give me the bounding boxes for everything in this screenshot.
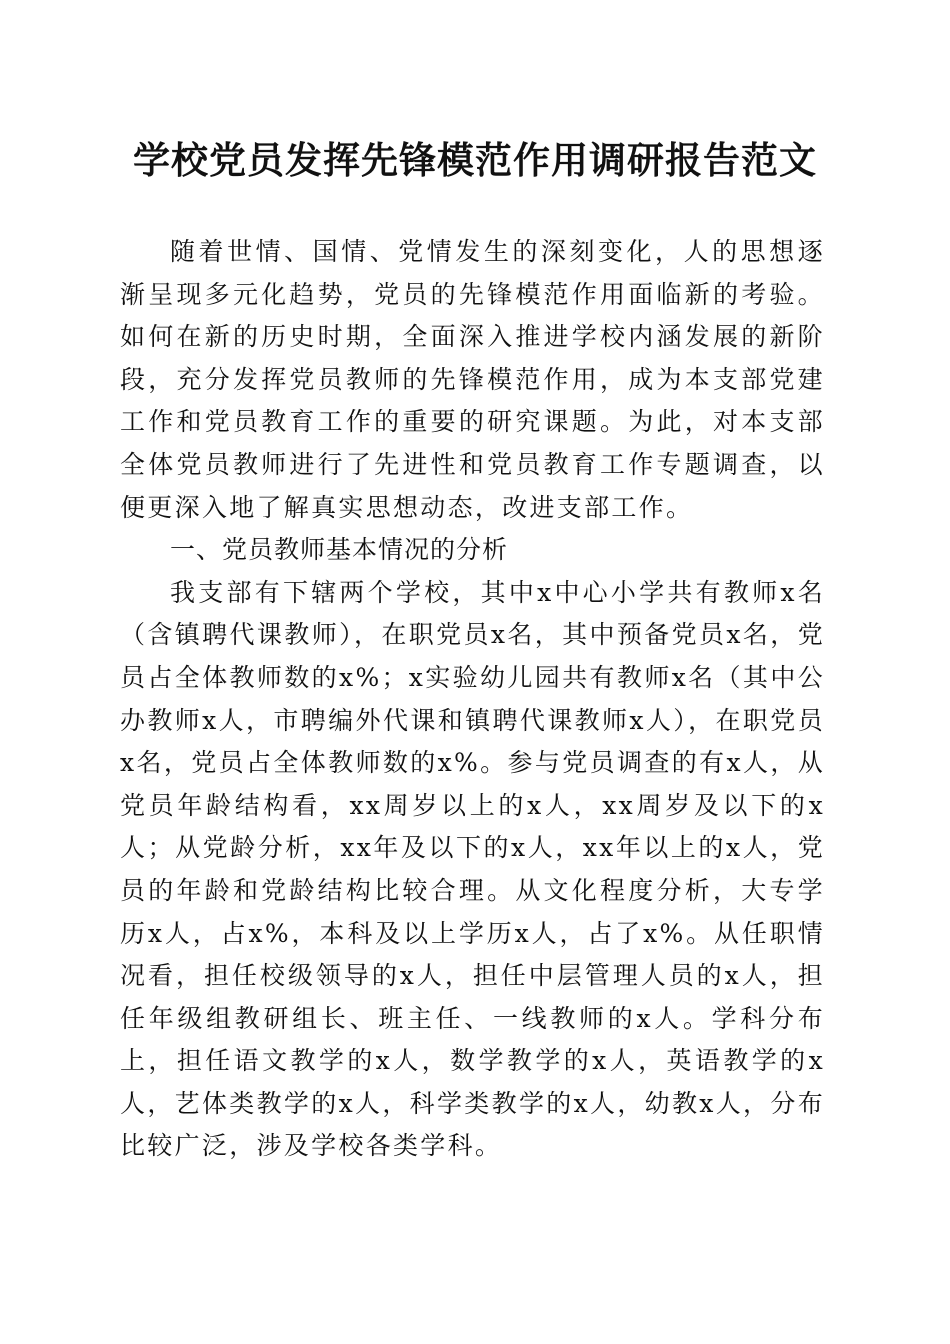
- document-body: [120, 231, 825, 1168]
- document-title: 学校党员发挥先锋模范作用调研报告范文: [133, 138, 817, 182]
- intro-paragraph: 随着世情、国情、党情发生的深刻变化，人的思想逐渐呈现多元化趋势，党员的先锋模范作用面临新的考验。如何在新的历史时期，全面深入推进学校内涵发展的新阶段，充分发挥党员教师的先锋模范作用，成为本支部党建工作和党员教育工作的重要的研究课题。为此，对本支部全体党员教师进行了先进性和党员教育工作专题调查，以便更深入地了解真实思想动态，改进支部工作。: [120, 237, 825, 522]
- section-1-paragraph: 我支部有下辖两个学校，其中x中心小学共有教师x名（含镇聘代课教师），在职党员x名，其中预备党员x名，党员占全体教师数的x%；x实验幼儿园共有教师x名（其中公办教师x人，市聘编外代课和镇聘代课教师x人），在职党员x名，党员占全体教师数的x%。参与党员调查的有x人，从党员年龄结构看，xx周岁以上的x人，xx周岁及以下的x人；从党龄分析，xx年及以下的x人，xx年以上的x人，党员的年龄和党龄结构比较合理。从文化程度分析，大专学历x人，占x%，本科及以上学历x人，占了x%。从任职情况看，担任校级领导的x人，担任中层管理人员的x人，担任年级组教研组长、班主任、一线教师的x人。学科分布上，担任语文教学的x人，数学教学的x人，英语教学的x人，艺体类教学的x人，科学类教学的x人，幼教x人，分布比较广泛，涉及学校各类学科。: [120, 577, 825, 1161]
- section-heading-1: 一、党员教师基本情况的分析: [170, 535, 509, 565]
